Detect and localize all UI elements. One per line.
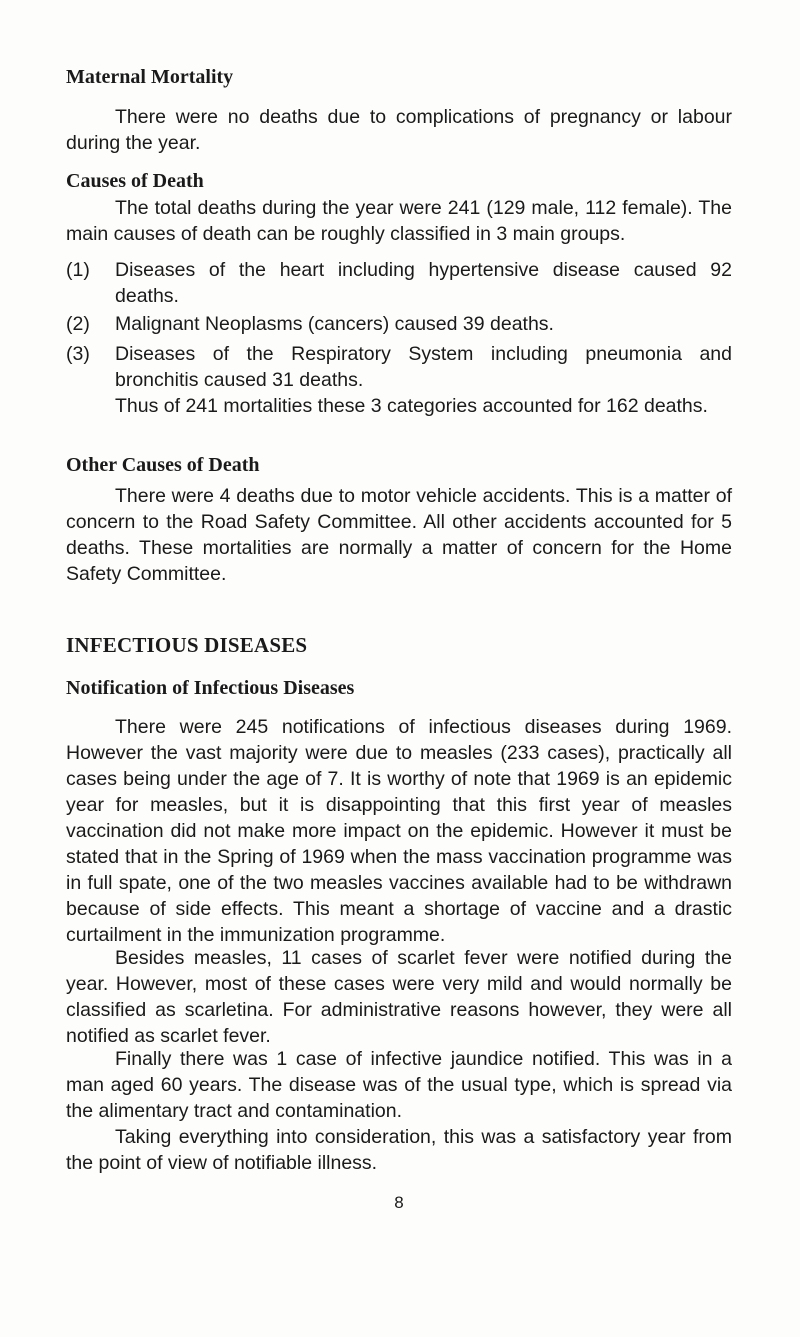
list-text: Diseases of the Respiratory System including pneumonia and bronchitis caused 31 deaths. bbox=[115, 343, 732, 391]
paragraph-other-causes: There were 4 deaths due to motor vehicle accidents. This is a matter of concern to the Road Safety Committee. All other accidents accounted for 5 deaths. These mortalities are normally a matter of concern for the Home Safety Committee. bbox=[66, 485, 732, 585]
heading-infectious-diseases: INFECTIOUS DISEASES bbox=[66, 633, 308, 657]
paragraph-maternal: There were no deaths due to complications of pregnancy or labour during the year. bbox=[66, 106, 732, 154]
list-text: Diseases of the heart including hypertensive disease caused 92 deaths. bbox=[115, 259, 732, 307]
page-number: 8 bbox=[394, 1193, 404, 1212]
list-text: Malignant Neoplasms (cancers) caused 39 deaths. bbox=[115, 313, 554, 335]
list-number: (3) bbox=[66, 343, 90, 365]
heading-notification: Notification of Infectious Diseases bbox=[66, 677, 355, 699]
list-item-1 bbox=[66, 257, 732, 309]
heading-causes-of-death: Causes of Death bbox=[66, 170, 204, 192]
paragraph-conclusion: Taking everything into consideration, this was a satisfactory year from the point of view of notifiable illness. bbox=[66, 1126, 732, 1174]
list-number: (1) bbox=[66, 259, 90, 281]
paragraph-causes: The total deaths during the year were 241 (129 male, 112 female). The main causes of death can be roughly classified in 3 main groups. bbox=[66, 197, 732, 245]
list-number: (2) bbox=[66, 313, 90, 335]
paragraph-notifications: There were 245 notifications of infectious diseases during 1969. However the vast majority were due to measles (233 cases), practically all cases being under the age of 7. It is worthy of note that 1969 is an epidemic year for measles, but it is disappointing that this first year of measles vaccination did not make more impact on the epidemic. However it must be stated that in the Spring of 1969 when the mass vaccination programme was in full spate, one of the two measles vaccines available had to be withdrawn because of side effects. This meant a shortage of vaccine and a drastic curtailment in the immunization programme. bbox=[66, 716, 732, 946]
paragraph-jaundice: Finally there was 1 case of infective jaundice notified. This was in a man aged 60 years. The disease was of the usual type, which is spread via the alimentary tract and contamination. bbox=[66, 1048, 732, 1122]
paragraph-scarlet-fever: Besides measles, 11 cases of scarlet fever were notified during the year. However, most of these cases were very mild and would normally be classified as scarletina. For administrative reasons however, they were all notified as scarlet fever. bbox=[66, 947, 732, 1047]
paragraph-causes-summary: Thus of 241 mortalities these 3 categories accounted for 162 deaths. bbox=[115, 395, 708, 417]
heading-maternal-mortality: Maternal Mortality bbox=[66, 66, 234, 88]
list-item-3 bbox=[66, 341, 732, 393]
heading-other-causes: Other Causes of Death bbox=[66, 454, 260, 476]
list-item-2 bbox=[66, 311, 732, 337]
